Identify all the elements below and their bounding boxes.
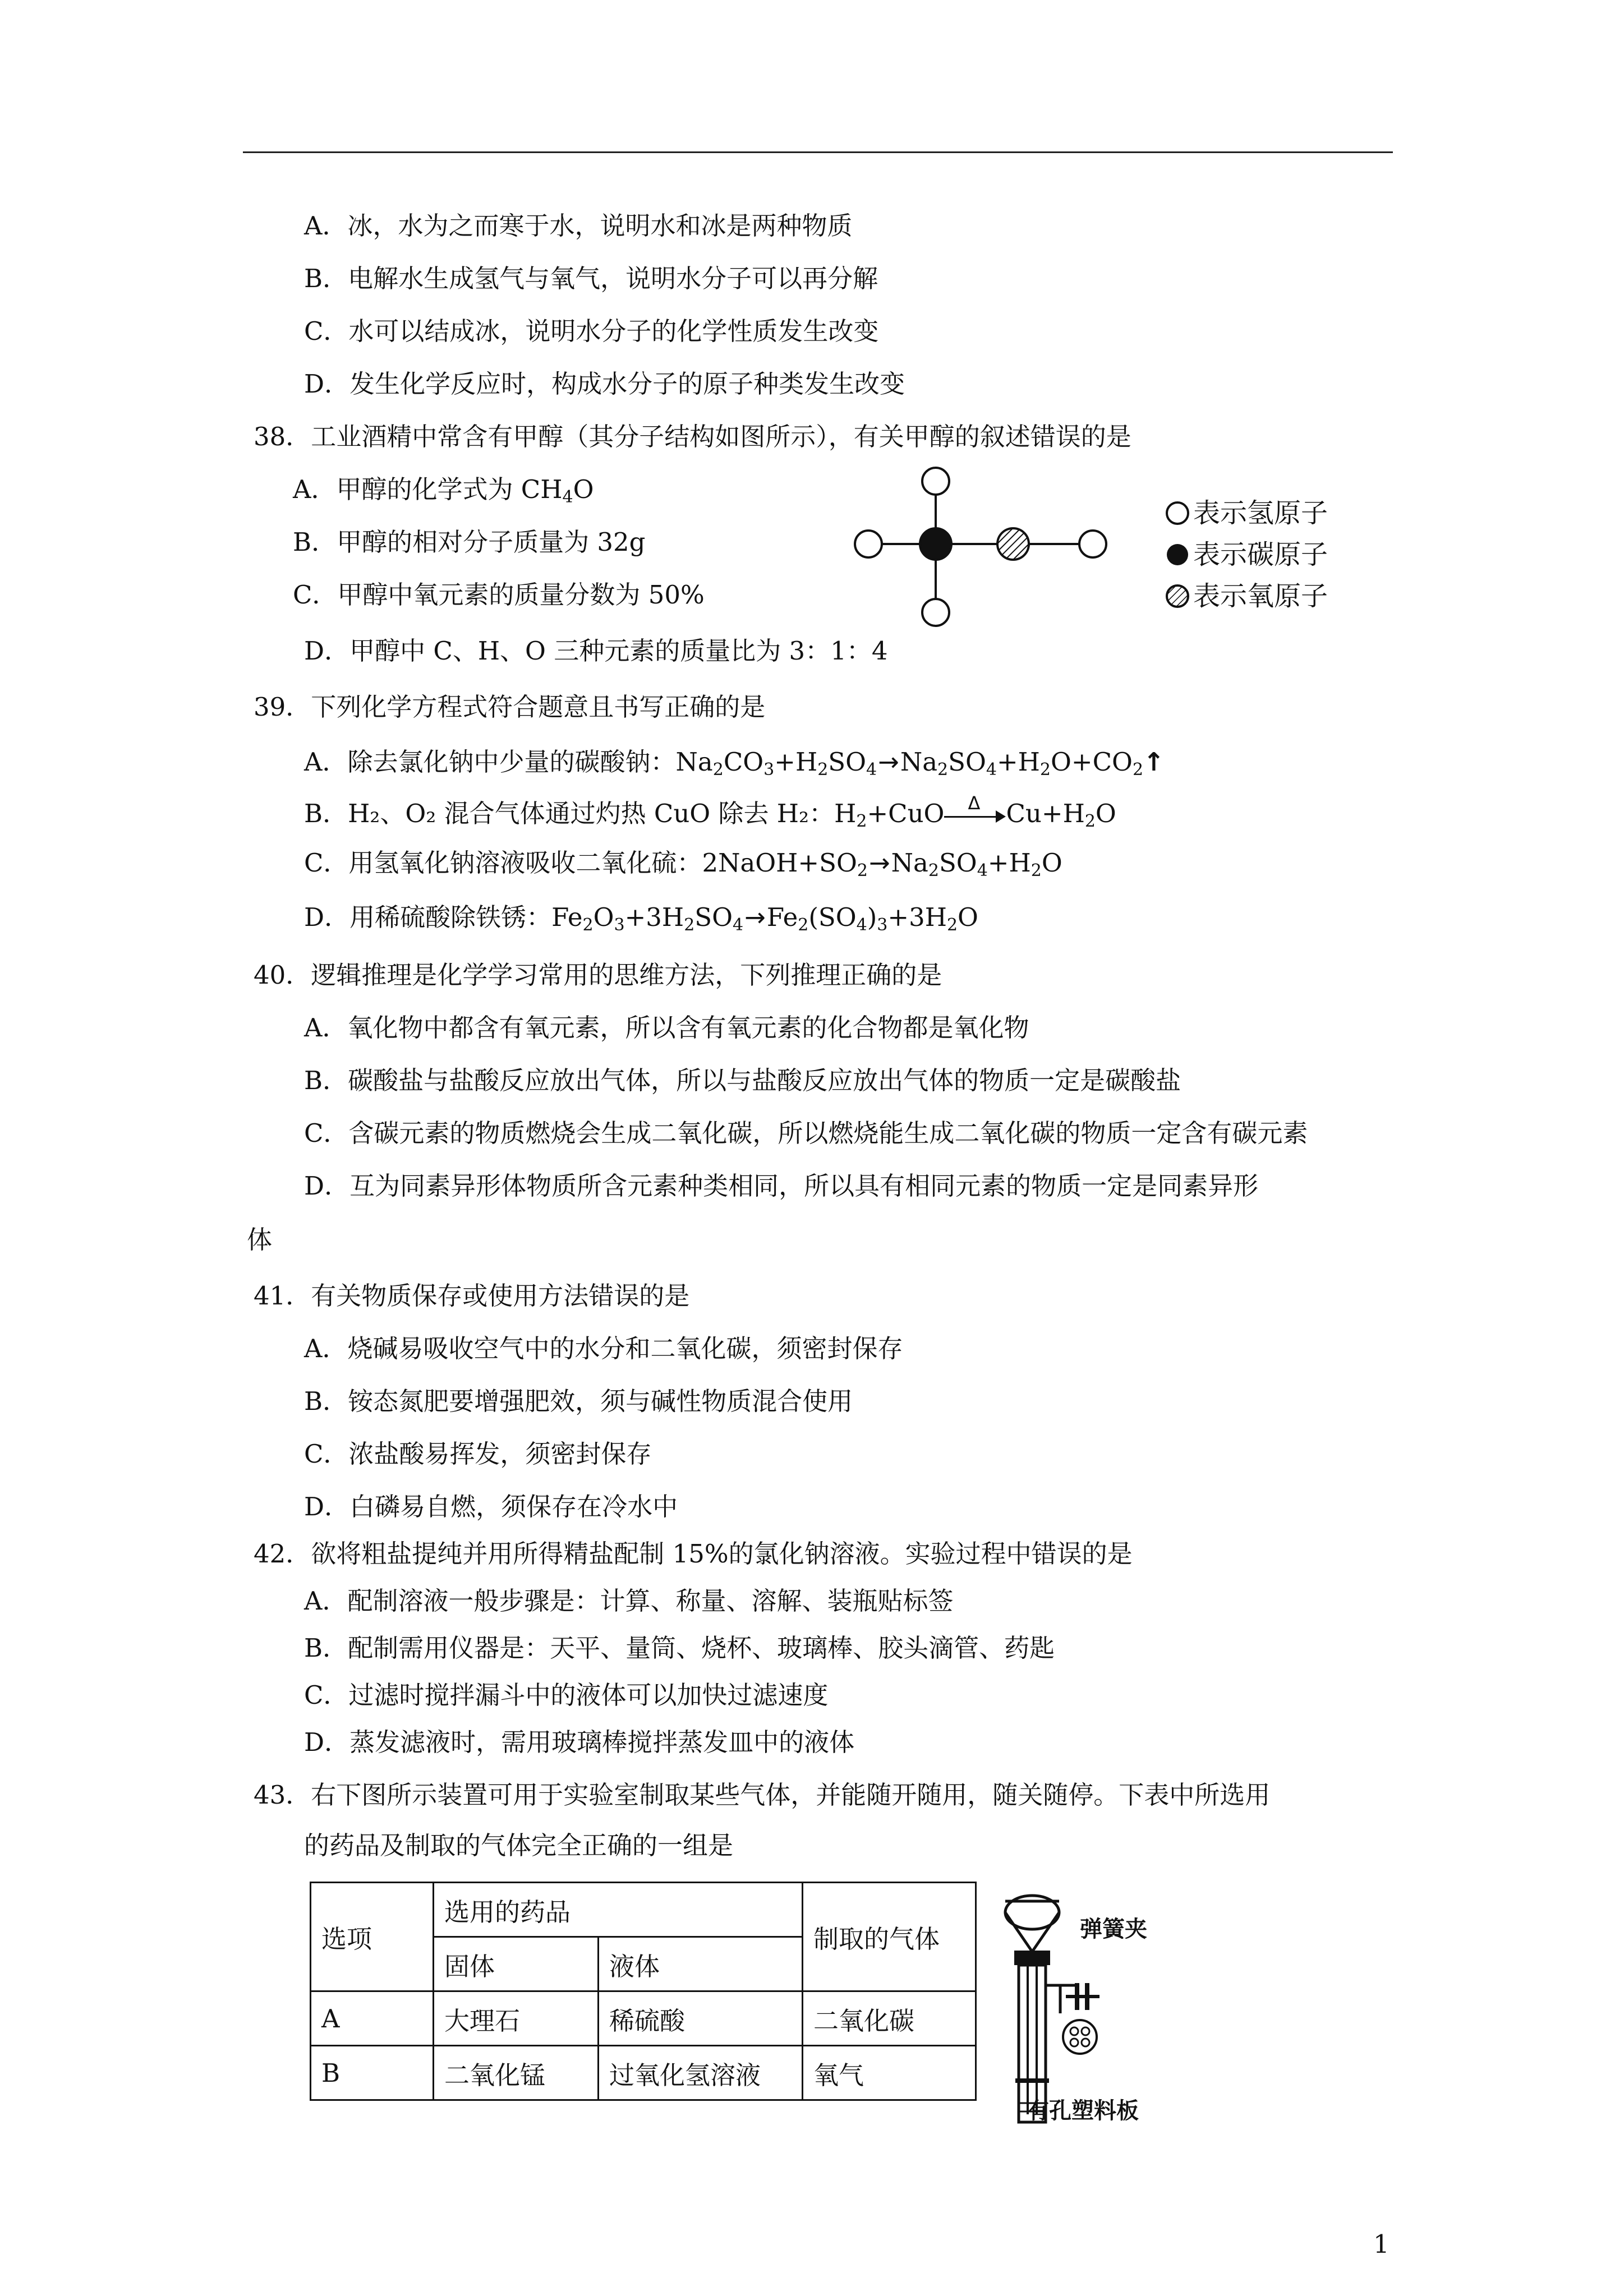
q42-stem: 42．欲将粗盐提纯并用所得精盐配制 15%的氯化钠溶液。实验过程中错误的是 <box>254 1539 1133 1569</box>
q39-a-label: A．除去氯化钠中少量的碳酸钠： <box>304 747 676 777</box>
q39-option-a: A．除去氯化钠中少量的碳酸钠：$Na_2CO_3+H_2SO_4\to Na_2SO_4+H_2O+CO_2↑$ <box>304 745 1165 780</box>
q40-stem: 40．逻辑推理是化学学习常用的思维方法，下列推理正确的是 <box>254 960 942 990</box>
reaction-arrow-icon: → <box>868 848 890 878</box>
q41-stem: 41．有关物质保存或使用方法错误的是 <box>254 1281 690 1311</box>
row-a-option: A <box>311 1991 434 2046</box>
q39-option-d: D．用稀硫酸除铁锈：$Fe_2O_3+3H_2SO_4\to Fe_2(SO_4)_3+3H_2O$ <box>304 900 978 935</box>
q37-option-d: D．发生化学反应时，构成水分子的原子种类发生改变 <box>304 369 905 399</box>
q37-option-c: C．水可以结成冰，说明水分子的化学性质发生改变 <box>304 316 879 346</box>
header-liquid: 液体 <box>599 1937 803 1991</box>
q39-option-c: C．用氢氧化钠溶液吸收二氧化硫：$2NaOH+SO_2\to Na_2SO_4+H_2O$ <box>304 846 1062 880</box>
oxygen-atom <box>997 528 1029 560</box>
q39-stem: 39．下列化学方程式符合题意且书写正确的是 <box>254 692 766 722</box>
q40-option-a: A．氧化物中都含有氧元素，所以含有氧元素的化合物都是氧化物 <box>304 1013 1029 1043</box>
row-b-gas: 氧气 <box>803 2046 976 2100</box>
q40-option-d-continued: 体 <box>247 1225 273 1255</box>
header-option: 选项 <box>311 1883 434 1991</box>
hydrogen-symbol-icon <box>1164 500 1191 527</box>
q41-option-a: A．烧碱易吸收空气中的水分和二氧化碳，须密封保存 <box>304 1334 903 1363</box>
row-b-option: B <box>311 2046 434 2100</box>
q38-a-post: O <box>573 474 594 504</box>
hydrogen-atom-top <box>922 468 949 495</box>
heat-arrow-icon <box>944 792 1006 827</box>
legend-oxygen <box>1164 575 1328 617</box>
header-solid: 固体 <box>434 1937 599 1991</box>
row-a-liquid: 稀硫酸 <box>599 1991 803 2046</box>
page-number: 1 <box>1373 2229 1390 2259</box>
q39-option-b: B．H₂、O₂ 混合气体通过灼热 CuO 除去 H₂：$H_2+CuO$ Δ $Cu+H_2O$ <box>304 796 1116 831</box>
header-rule <box>243 151 1393 153</box>
heat-delta: Δ <box>968 792 981 814</box>
hydrogen-atom-right <box>1079 531 1106 557</box>
legend-hydrogen-label: 表示氢原子 <box>1193 497 1328 529</box>
q39-b-label: B．H₂、O₂ 混合气体通过灼热 CuO 除去 H₂： <box>304 799 835 828</box>
q38-option-a <box>293 472 594 507</box>
row-a-gas: 二氧化碳 <box>803 1991 976 2046</box>
q42-option-a: A．配制溶液一般步骤是：计算、称量、溶解、装瓶贴标签 <box>304 1586 954 1616</box>
q38-stem: 38．工业酒精中常含有甲醇（其分子结构如图所示），有关甲醇的叙述错误的是 <box>254 422 1131 451</box>
gas-up-arrow-icon: ↑ <box>1143 747 1165 777</box>
q38-option-c: C．甲醇中氧元素的质量分数为 50% <box>293 580 705 610</box>
q39-c-label: C．用氢氧化钠溶液吸收二氧化硫： <box>304 848 702 878</box>
table-row <box>311 2046 976 2100</box>
row-a-solid: 大理石 <box>434 1991 599 2046</box>
q38-option-d: D．甲醇中 C、H、O 三种元素的质量比为 3：1：4 <box>304 636 888 666</box>
reagents-table <box>310 1882 977 2101</box>
q43-stem-line1: 43．右下图所示装置可用于实验室制取某些气体，并能随开随用，随关随停。下表中所选用 <box>254 1780 1271 1810</box>
header-reagents: 选用的药品 <box>434 1883 803 1937</box>
q38-a-sub: 4 <box>562 487 573 507</box>
q40-option-c: C．含碳元素的物质燃烧会生成二氧化碳，所以燃烧能生成二氧化碳的物质一定含有碳元素 <box>304 1118 1308 1148</box>
reaction-arrow-icon: → <box>744 902 766 932</box>
q42-option-d: D．蒸发滤液时，需用玻璃棒搅拌蒸发皿中的液体 <box>304 1727 855 1757</box>
q37-option-a: A．冰，水为之而寒于水，说明水和冰是两种物质 <box>304 211 853 241</box>
legend-carbon-label: 表示碳原子 <box>1193 539 1328 570</box>
q37-option-b: B．电解水生成氢气与氧气，说明水分子可以再分解 <box>304 264 878 293</box>
hydrogen-atom-left <box>855 531 882 557</box>
legend-oxygen-label: 表示氧原子 <box>1193 580 1328 612</box>
methanol-structure-diagram <box>853 465 1111 639</box>
q41-option-d: D．白磷易自燃，须保存在冷水中 <box>304 1492 678 1522</box>
q40-option-d: D．互为同素异形体物质所含元素种类相同，所以具有相同元素的物质一定是同素异形 <box>304 1171 1259 1201</box>
q40-option-b: B．碳酸盐与盐酸反应放出气体，所以与盐酸反应放出气体的物质一定是碳酸盐 <box>304 1066 1181 1095</box>
header-gas: 制取的气体 <box>803 1883 976 1991</box>
row-b-solid: 二氧化锰 <box>434 2046 599 2100</box>
hydrogen-atom-bottom <box>922 599 949 626</box>
q43-stem-line2: 的药品及制取的气体完全正确的一组是 <box>304 1831 734 1860</box>
reaction-arrow-icon: → <box>878 747 899 777</box>
carbon-symbol-icon <box>1164 541 1191 568</box>
table-row <box>311 1991 976 2046</box>
oxygen-symbol-icon <box>1164 583 1191 610</box>
legend-carbon <box>1164 534 1328 575</box>
molecule-legend <box>1164 492 1328 617</box>
plate-label: 有孔塑料板 <box>1027 2098 1139 2124</box>
q41-option-c: C．浓盐酸易挥发，须密封保存 <box>304 1439 652 1469</box>
q42-option-b: B．配制需用仪器是：天平、量筒、烧杯、玻璃棒、胶头滴管、药匙 <box>304 1633 1055 1663</box>
carbon-atom <box>920 528 951 560</box>
q41-option-b: B．铵态氮肥要增强肥效，须与碱性物质混合使用 <box>304 1386 853 1416</box>
q38-option-b: B．甲醇的相对分子质量为 32g <box>293 527 646 557</box>
clamp-label: 弹簧夹 <box>1080 1916 1147 1942</box>
q42-option-c: C．过滤时搅拌漏斗中的液体可以加快过滤速度 <box>304 1680 829 1710</box>
legend-hydrogen <box>1164 492 1328 534</box>
row-b-liquid: 过氧化氢溶液 <box>599 2046 803 2100</box>
q39-d-label: D．用稀硫酸除铁锈： <box>304 902 552 932</box>
q38-a-pre: A．甲醇的化学式为 CH <box>293 474 563 504</box>
